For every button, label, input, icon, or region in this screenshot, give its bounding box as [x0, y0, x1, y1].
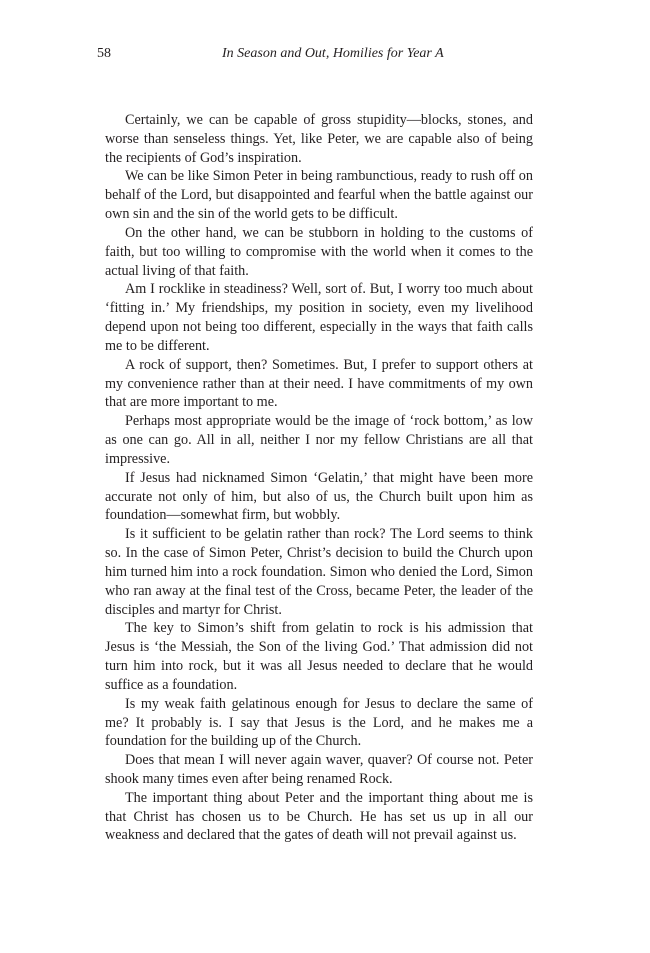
paragraph: Does that mean I will never again waver, quaver? Of course not. Peter shook many times even after being renamed Rock.	[105, 752, 533, 787]
paragraph: The important thing about Peter and the important thing about me is that Christ has chosen us to be Church. He has set us up in all our weakness and declared that the gates of death will not prevail against us.	[105, 789, 533, 844]
paragraph: The key to Simon’s shift from gelatin to rock is his admission that Jesus is ‘the Messiah, the Son of the living God.’ That admission did not turn him into rock, but it was all Jesus needed to declare that he would suffice as a foundation.	[105, 620, 533, 693]
paragraph: A rock of support, then? Sometimes. But, I prefer to support others at my convenience rather than at their need. I have commitments of my own that are more important to me.	[105, 356, 533, 411]
paragraph: Am I rocklike in steadiness? Well, sort of. But, I worry too much about ‘fitting in.’ My friendships, my position in society, even my livelihood depend upon not being too different, especially in the ways that faith calls me to be different.	[105, 281, 533, 354]
paragraph: Perhaps most appropriate would be the image of ‘rock bottom,’ as low as one can go. All in all, neither I nor my fellow Christians are all that impressive.	[105, 413, 533, 467]
paragraph: On the other hand, we can be stubborn in holding to the customs of faith, but too willing to compromise with the world when it comes to the actual living of that faith.	[105, 224, 533, 279]
paragraph: Is my weak faith gelatinous enough for Jesus to declare the same of me? It probably is. I say that Jesus is the Lord, and he makes me a foundation for the building up of the Church.	[105, 695, 533, 750]
page-number: 58	[97, 46, 111, 61]
paragraph: Is it sufficient to be gelatin rather than rock? The Lord seems to think so. In the case of Simon Peter, Christ’s decision to build the Church upon him turned him into a rock foundation. Simon who denied the Lord, Simon who ran away at the final test of the Cross, became Peter, the leader of the disciples and martyr for Christ.	[105, 526, 533, 618]
running-head	[0, 46, 650, 66]
paragraph: If Jesus had nicknamed Simon ‘Gelatin,’ that might have been more accurate not only of him, but also of us, the Church built upon him as foundation—somewhat firm, but wobbly.	[105, 469, 533, 524]
running-title: In Season and Out, Homilies for Year A	[222, 46, 444, 61]
paragraph: Certainly, we can be capable of gross stupidity—blocks, stones, and worse than senseless things. Yet, like Peter, we are capable also of being the recipients of God’s inspiration.	[105, 112, 533, 166]
paragraph: We can be like Simon Peter in being rambunctious, ready to rush off on behalf of the Lord, but disappointed and fearful when the battle against our own sin and the sin of the world gets to be difficult.	[105, 168, 533, 223]
body-text	[105, 111, 533, 845]
